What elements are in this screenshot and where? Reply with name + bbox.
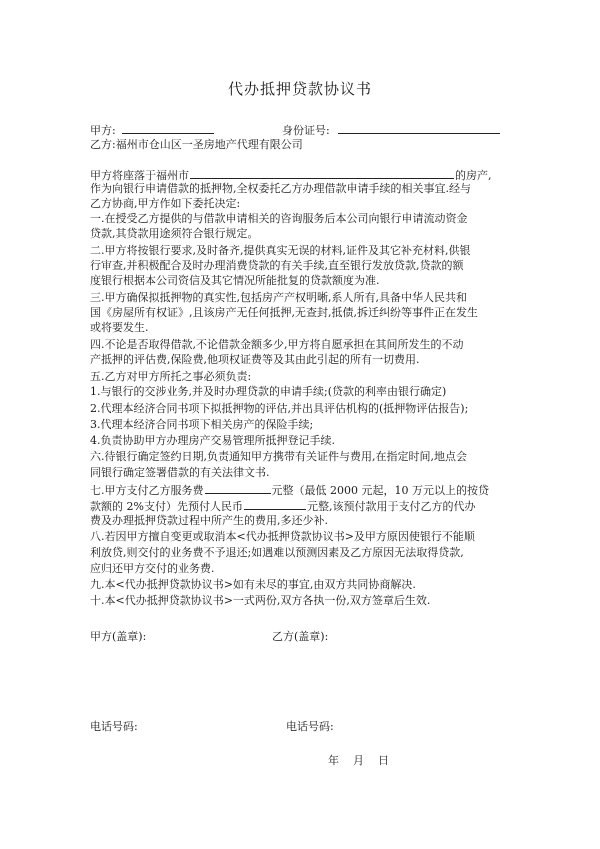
- clause-line: 贷款,其贷款用途须符合银行规定。: [90, 227, 259, 240]
- property-address-blank[interactable]: [190, 167, 454, 179]
- clause-line: 国《房屋所有权证》,且该房产无任何抵押,无查封,抵债,拆迁纠纷等事件正在发生: [90, 306, 478, 319]
- service-fee-terms: 元整（最低 2000 元起，10 万元以上的按贷: [271, 484, 489, 497]
- id-number-label: 身份证号:: [282, 124, 330, 137]
- clause-line: 应归还甲方交付的业务费.: [90, 562, 215, 575]
- clause-line: 产抵押的评估费,保险费,他项权证费等及其由此引起的所有一切费用.: [90, 353, 420, 366]
- intro-line-3: 乙方协商,甲方作如下委托决定:: [90, 197, 241, 210]
- clause-line: 十.本<代办抵押贷款协议书>一式两份,双方各执一份,双方签章后生效.: [90, 594, 431, 607]
- id-number-line: [282, 122, 500, 138]
- clause-line: 度银行根据本公司资信及其它情况所能批复的贷款额度为准.: [90, 274, 380, 287]
- party-a-seal-label: 甲方(盖章):: [90, 630, 147, 643]
- clause-7-line-1: [90, 482, 489, 498]
- clause-line: 行审查,并积极配合及时办理消费贷款的有关手续,直至银行发放贷款,贷款的额: [90, 259, 464, 272]
- party-a-line: [90, 122, 214, 138]
- clause-line: 或将要发生.: [90, 321, 149, 334]
- clause-line: 九.本<代办抵押贷款协议书>如有未尽的事宜,由双方共同协商解决.: [90, 578, 416, 591]
- party-b-line: 乙方:福州市仓山区一圣房地产代理有限公司: [90, 138, 303, 151]
- clause-line: 利放贷,则交付的业务费不予退还;如遇难以预测因素及乙方原因无法取得贷款,: [90, 546, 464, 559]
- clause-line: 3.代理本经济合同书项下相关房产的保险手续;: [90, 418, 314, 431]
- party-a-phone-label: 电话号码:: [90, 720, 138, 733]
- clause-7-line-3: 费及办理抵押贷款过程中所产生的费用,多还少补.: [90, 514, 328, 527]
- clause-line: 同银行确定签署借款的有关法律文书.: [90, 466, 270, 479]
- service-fee-label: 七.甲方支付乙方服务费: [90, 484, 204, 497]
- clause-line: 4.负责协助甲方办理房产交易管理所抵押登记手续.: [90, 434, 335, 447]
- clause-line: 二.甲方将按银行要求,及时备齐,提供真实无误的材料,证件及其它补充材料,供银: [90, 244, 471, 257]
- date-line: 年 月 日: [328, 754, 389, 767]
- clause-7-line-2: [90, 498, 475, 514]
- clause-line: 八.若因甲方擅自变更或取消本<代办抵押贷款协议书>及甲方原因使银行不能顺: [90, 530, 475, 543]
- service-fee-blank[interactable]: [205, 482, 271, 494]
- party-b-seal-label: 乙方(盖章):: [272, 630, 329, 643]
- intro-text-start: 甲方将座落于福州市: [90, 169, 189, 182]
- party-b-phone-label: 电话号码:: [286, 720, 334, 733]
- party-a-label: 甲方:: [90, 124, 116, 137]
- clause-line: 2.代理本经济合同书项下拟抵押物的评估,并出具评估机构的(抵押物评估报告);: [90, 402, 469, 415]
- prepayment-terms: 元整,该预付款用于支付乙方的代办: [306, 500, 476, 513]
- clause-line: 四.不论是否取得借款,不论借款金额多少,甲方将自愿承担在其间所发生的不动: [90, 338, 464, 351]
- clause-line: 五.乙方对甲方所托之事必须负责:: [90, 370, 252, 383]
- intro-text-end: 的房产,: [455, 169, 492, 182]
- clause-line: 三.甲方确保拟抵押物的真实性,包括房产产权明晰,系人所有,具备中华人民共和: [90, 291, 467, 304]
- clause-line: 六.待银行确定签约日期,负责通知甲方携带有关证件与费用,在指定时间,地点会: [90, 450, 467, 463]
- clause-line: 一.在授受乙方提供的与借款申请相关的咨询服务后本公司向银行申请流动资金: [90, 212, 468, 225]
- clause-line: 1.与银行的交涉业务,并及时办理贷款的申请手续;(贷款的利率由银行确定): [90, 385, 447, 398]
- id-number-blank[interactable]: [338, 122, 500, 134]
- party-a-name-blank[interactable]: [122, 122, 214, 134]
- intro-line-2: 作为向银行申请借款的抵押物,全权委托乙方办理借款申请手续的相关事宜.经与: [90, 182, 471, 195]
- intro-line-1: [90, 167, 492, 183]
- document-title: 代办抵押贷款协议书: [227, 80, 372, 98]
- prepayment-label: 款额的 2%支付）先预付人民币: [90, 500, 243, 513]
- prepayment-blank[interactable]: [244, 498, 306, 510]
